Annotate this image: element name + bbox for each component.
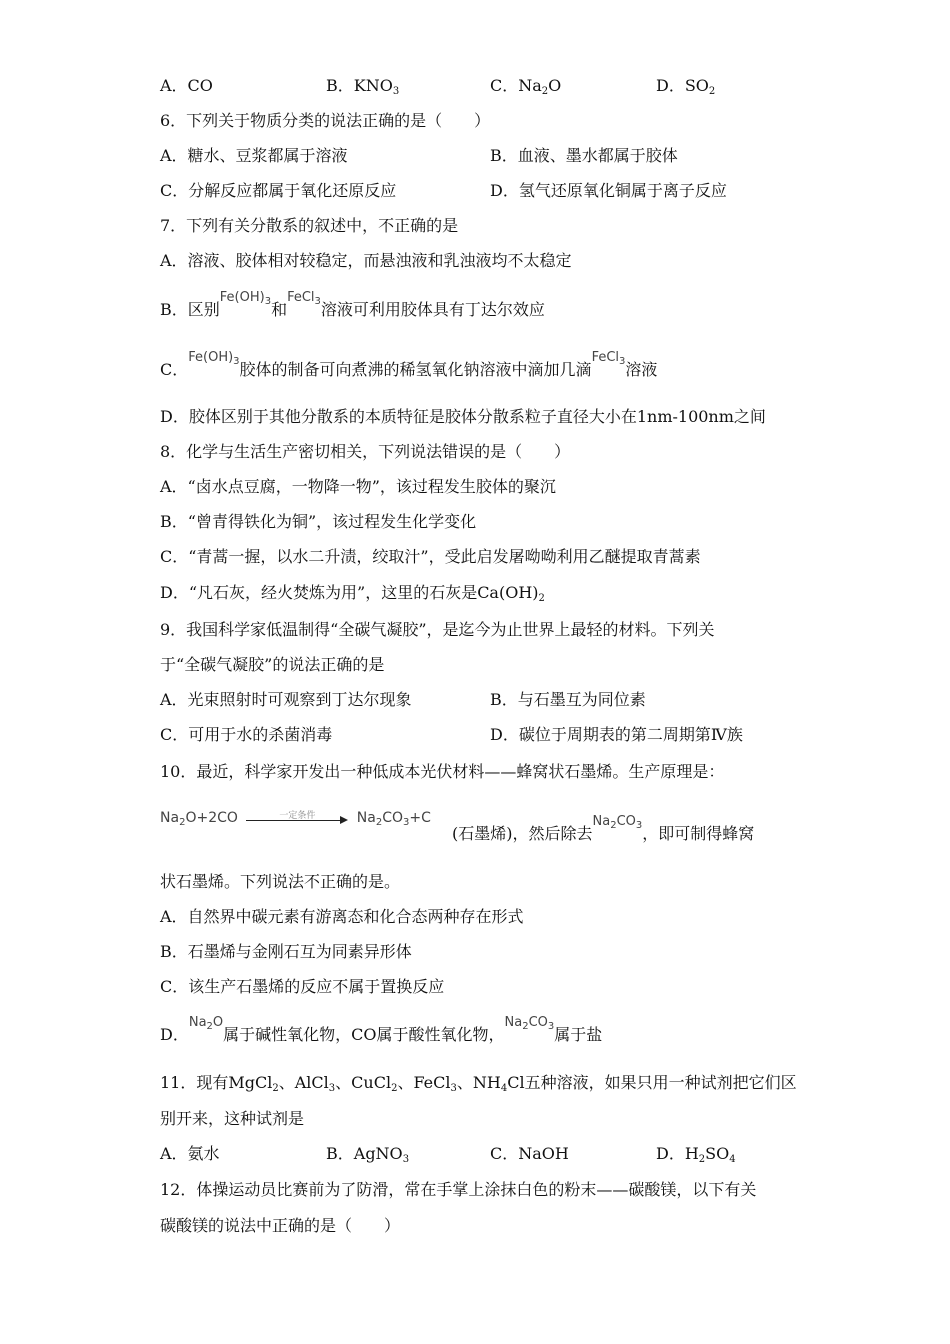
q9-option-a: A．光束照射时可观察到丁达尔现象	[160, 690, 412, 709]
q7-option-b: B．区别$^{Fe(OH)_3}$和$^{FeCl_3}$溶液可利用胶体具有丁达尔效应	[160, 290, 545, 319]
q11-stem-line2: 别开来，这种试剂是	[160, 1109, 305, 1128]
q8-option-d: D．“凡石灰，经火焚炼为用”，这里的石灰是$Ca(OH)_2$	[160, 583, 545, 604]
q6-option-c: C．分解反应都属于氧化还原反应	[160, 181, 397, 200]
formula-fecl3: FeCl3	[591, 350, 626, 367]
q5-option-a: A．CO	[160, 76, 213, 95]
q10-option-a: A．自然界中碳元素有游离态和化合态两种存在形式	[160, 907, 524, 926]
q10-option-c: C．该生产石墨烯的反应不属于置换反应	[160, 977, 445, 996]
q7-option-c: C．$^{Fe(OH)_3}$胶体的制备可向煮沸的稀氢氧化钠溶液中滴加几滴$^{FeCl_3}$溶液	[160, 350, 658, 379]
q9-option-b: B．与石墨互为同位素	[490, 690, 646, 709]
q9-option-d: D．碳位于周期表的第二周期第Ⅳ族	[490, 725, 743, 744]
formula-na2o: Na2O	[188, 1015, 224, 1032]
formula-fe-oh-3: Fe(OH)3	[219, 290, 272, 307]
formula-na2co3: Na2CO3	[592, 814, 643, 831]
formula-fe-oh-3: Fe(OH)3	[188, 350, 240, 367]
q8-option-b: B．“曾青得铁化为铜”，该过程发生化学变化	[160, 512, 477, 531]
q10-equation: $Na_2O+2CO$ 一定条件 $Na_2CO_3+C$	[160, 810, 431, 828]
q9-option-c: C．可用于水的杀菌消毒	[160, 725, 333, 744]
q8-option-a: A．“卤水点豆腐，一物降一物”，该过程发生胶体的聚沉	[160, 477, 556, 496]
q11-option-b: B．AgNO$_3$	[326, 1144, 410, 1165]
q9-stem-line2: 于“全碳气凝胶”的说法正确的是	[160, 655, 385, 674]
q6-option-a: A．糖水、豆浆都属于溶液	[160, 146, 348, 165]
q8-stem: 8．化学与生活生产密切相关，下列说法错误的是（ ）	[160, 442, 571, 461]
q10-stem-line2: (石墨烯)，然后除去$^{Na_2CO_3}$，即可制得蜂窝	[452, 814, 755, 843]
q10-stem-line3: 状石墨烯。下列说法不正确的是。	[160, 872, 401, 891]
q6-option-d: D．氢气还原氧化铜属于离子反应	[490, 181, 727, 200]
q7-option-a: A．溶液、胶体相对较稳定，而悬浊液和乳浊液均不太稳定	[160, 251, 572, 270]
q7-stem: 7．下列有关分散系的叙述中，不正确的是	[160, 216, 459, 235]
q5-option-d: D．$SO_2$	[656, 76, 716, 97]
q10-option-b: B．石墨烯与金刚石互为同素异形体	[160, 942, 412, 961]
q12-stem-line2: 碳酸镁的说法中正确的是（ ）	[160, 1216, 401, 1235]
q10-option-d: D．$^{Na_2O}$属于碱性氧化物，CO属于酸性氧化物，$^{Na_2CO_3}$属于盐	[160, 1015, 603, 1044]
reaction-arrow-icon: 一定条件	[246, 808, 348, 828]
q8-option-c: C．“青蒿一握，以水二升渍，绞取汁”，受此启发屠呦呦利用乙醚提取青蒿素	[160, 547, 701, 566]
q7-option-d: D．胶体区别于其他分散系的本质特征是胶体分散系粒子直径大小在1nm-100nm之间	[160, 407, 766, 426]
q11-stem-line1: 11．现有MgCl$_2$、AlCl$_3$、CuCl$_2$、FeCl$_3$、$NH_4Cl$五种溶液，如果只用一种试剂把它们区	[160, 1073, 797, 1094]
q6-stem: 6．下列关于物质分类的说法正确的是（ ）	[160, 111, 491, 130]
q6-option-b: B．血液、墨水都属于胶体	[490, 146, 678, 165]
q5-option-c: C．$Na_2O$	[490, 76, 562, 97]
q11-option-d: D．$H_2SO_4$	[656, 1144, 736, 1165]
q11-option-c: C．NaOH	[490, 1144, 569, 1163]
formula-fecl3: FeCl3	[287, 290, 321, 307]
q10-stem-line1: 10．最近，科学家开发出一种低成本光伏材料——蜂窝状石墨烯。生产原理是：	[160, 762, 725, 781]
q9-stem-line1: 9．我国科学家低温制得“全碳气凝胶”，是迄今为止世界上最轻的材料。下列关	[160, 620, 715, 639]
q5-option-b: B．$KNO_3$	[326, 76, 400, 97]
q12-stem-line1: 12．体操运动员比赛前为了防滑，常在手掌上涂抹白色的粉末——碳酸镁，以下有关	[160, 1180, 757, 1199]
formula-na2co3: Na2CO3	[504, 1015, 555, 1032]
q11-option-a: A．氨水	[160, 1144, 220, 1163]
